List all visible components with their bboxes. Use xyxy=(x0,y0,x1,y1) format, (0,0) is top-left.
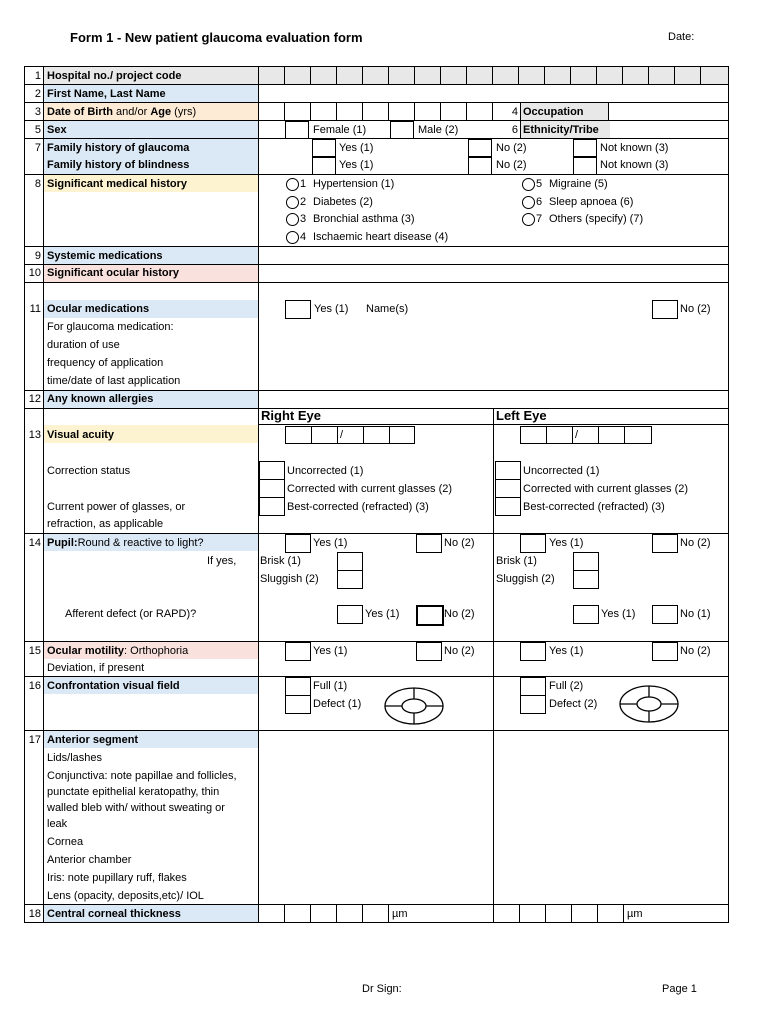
re-uncorrected-checkbox[interactable] xyxy=(259,461,285,480)
re-pupil-no-checkbox[interactable] xyxy=(416,534,442,553)
yes-label: Yes (1) xyxy=(549,537,584,549)
no-label: No (2) xyxy=(680,645,711,657)
le-field-full-checkbox[interactable] xyxy=(520,677,546,696)
yes-label: Yes (1) xyxy=(549,645,584,657)
no-label: No (1) xyxy=(680,608,711,620)
medhx-diabetes-radio[interactable] xyxy=(286,196,299,209)
anterior-sub: punctate epithelial keratopathy, thin xyxy=(47,786,220,798)
le-sluggish-checkbox[interactable] xyxy=(573,570,599,589)
full-label: Full (2) xyxy=(549,680,584,692)
medhx-item: Diabetes (2) xyxy=(313,196,373,208)
medhx-migraine-radio[interactable] xyxy=(522,178,535,191)
not-known-label: Not known (3) xyxy=(600,159,669,171)
defect-label: Defect (2) xyxy=(549,698,598,710)
systemic-medications-label: Systemic medications xyxy=(47,250,163,262)
anterior-segment-label: Anterior segment xyxy=(47,734,139,746)
le-motility-yes-checkbox[interactable] xyxy=(520,642,546,661)
row-number: 10 xyxy=(28,267,41,279)
medhx-item: Ischaemic heart disease (4) xyxy=(313,231,449,243)
hospital-no-label: Hospital no./ project code xyxy=(47,70,182,82)
row-number: 16 xyxy=(28,680,41,692)
row-number: 17 xyxy=(28,734,41,746)
fam-blindness-yes-checkbox[interactable] xyxy=(312,157,336,175)
yes-label: Yes (1) xyxy=(339,142,374,154)
sex-female-label: Female (1) xyxy=(313,124,367,136)
date-label: Date: xyxy=(668,31,695,43)
ocular-med-sub: For glaucoma medication: xyxy=(47,321,174,333)
le-corrected-checkbox[interactable] xyxy=(495,479,521,498)
anterior-sub: walled bleb with/ without sweating or xyxy=(47,802,225,814)
medhx-others-radio[interactable] xyxy=(522,213,535,226)
visual-field-diagram-icon[interactable] xyxy=(383,686,445,726)
correction-option: Corrected with current glasses (2) xyxy=(523,483,689,495)
medhx-num: 3 xyxy=(300,213,307,225)
medhx-num: 6 xyxy=(536,196,543,208)
yes-label: Yes (1) xyxy=(313,645,348,657)
medhx-apnoea-radio[interactable] xyxy=(522,196,535,209)
fam-glaucoma-nk-checkbox[interactable] xyxy=(573,139,597,157)
medhx-item: Others (specify) (7) xyxy=(549,213,644,225)
visual-acuity-label: Visual acuity xyxy=(47,429,115,441)
le-brisk-checkbox[interactable] xyxy=(573,552,599,571)
not-known-label: Not known (3) xyxy=(600,142,669,154)
yes-label: Yes (1) xyxy=(601,608,636,620)
medhx-ihd-radio[interactable] xyxy=(286,231,299,244)
row-number: 18 xyxy=(28,908,41,920)
medhx-num: 2 xyxy=(300,196,307,208)
fam-glaucoma-yes-checkbox[interactable] xyxy=(312,139,336,157)
row-number: 8 xyxy=(34,178,41,190)
row-number: 5 xyxy=(34,124,41,136)
medhx-num: 4 xyxy=(300,231,307,243)
re-corrected-checkbox[interactable] xyxy=(259,479,285,498)
row-number: 1 xyxy=(34,70,41,82)
re-pupil-yes-checkbox[interactable] xyxy=(285,534,311,553)
names-label: Name(s) xyxy=(366,303,409,315)
row-number: 13 xyxy=(28,429,41,441)
le-rapd-yes-checkbox[interactable] xyxy=(573,605,599,624)
ocular-med-sub: time/date of last application xyxy=(47,375,181,387)
medhx-item: Sleep apnoea (6) xyxy=(549,196,634,208)
no-label: No (2) xyxy=(444,608,475,620)
re-best-corrected-checkbox[interactable] xyxy=(259,497,285,516)
row-number: 15 xyxy=(28,645,41,657)
anterior-sub: Lids/lashes xyxy=(47,752,103,764)
re-field-defect-checkbox[interactable] xyxy=(285,695,311,714)
brisk-label: Brisk (1) xyxy=(260,555,301,567)
anterior-sub: Cornea xyxy=(47,836,84,848)
correction-option: Best-corrected (refracted) (3) xyxy=(287,501,429,513)
le-field-defect-checkbox[interactable] xyxy=(520,695,546,714)
family-blindness-label: Family history of blindness xyxy=(47,159,190,171)
medhx-num: 1 xyxy=(300,178,307,190)
medhx-asthma-radio[interactable] xyxy=(286,213,299,226)
no-label: No (2) xyxy=(444,537,475,549)
medhx-hypertension-radio[interactable] xyxy=(286,178,299,191)
visual-field-diagram-icon[interactable] xyxy=(618,684,680,724)
re-rapd-no-checkbox[interactable] xyxy=(416,605,444,626)
fam-blindness-no-checkbox[interactable] xyxy=(468,157,492,175)
correction-option: Uncorrected (1) xyxy=(523,465,600,477)
row-number: 11 xyxy=(29,303,41,315)
le-rapd-no-checkbox[interactable] xyxy=(652,605,678,624)
fam-glaucoma-no-checkbox[interactable] xyxy=(468,139,492,157)
anterior-sub: Anterior chamber xyxy=(47,854,132,866)
occupation-label: Occupation xyxy=(523,106,584,118)
name-label: First Name, Last Name xyxy=(47,88,166,100)
ocular-med-no-checkbox[interactable] xyxy=(652,300,678,319)
row-number: 2 xyxy=(34,88,41,100)
sex-female-checkbox[interactable] xyxy=(285,121,309,139)
re-sluggish-checkbox[interactable] xyxy=(337,570,363,589)
re-motility-no-checkbox[interactable] xyxy=(416,642,442,661)
medical-history-label: Significant medical history xyxy=(47,178,187,190)
ocular-history-label: Significant ocular history xyxy=(47,267,180,279)
no-label: No (2) xyxy=(444,645,475,657)
yes-label: Yes (1) xyxy=(365,608,400,620)
ocular-med-sub: frequency of application xyxy=(47,357,164,369)
doctor-sign-label: Dr Sign: xyxy=(362,983,402,995)
correction-status-label: Correction status xyxy=(47,465,131,477)
row-number: 3 xyxy=(34,106,41,118)
yes-label: Yes (1) xyxy=(313,537,348,549)
ethnicity-label: Ethnicity/Tribe xyxy=(523,124,599,136)
visual-field-label: Confrontation visual field xyxy=(47,680,180,692)
row-number: 4 xyxy=(511,106,518,118)
medhx-num: 5 xyxy=(536,178,543,190)
correction-option: Best-corrected (refracted) (3) xyxy=(523,501,665,513)
anterior-sub: leak xyxy=(47,818,68,830)
le-pupil-no-checkbox[interactable] xyxy=(652,534,678,553)
no-label: No (2) xyxy=(496,142,527,154)
re-rapd-yes-checkbox[interactable] xyxy=(337,605,363,624)
sex-male-checkbox[interactable] xyxy=(390,121,414,139)
row-number: 9 xyxy=(34,250,41,262)
allergies-label: Any known allergies xyxy=(47,393,154,405)
full-label: Full (1) xyxy=(313,680,348,692)
correction-option: Uncorrected (1) xyxy=(287,465,364,477)
va-slash: / xyxy=(340,429,344,441)
cct-unit: µm xyxy=(392,908,408,920)
cct-unit: µm xyxy=(627,908,643,920)
row-number: 12 xyxy=(28,393,41,405)
anterior-sub: Iris: note pupillary ruff, flakes xyxy=(47,872,187,884)
le-pupil-yes-checkbox[interactable] xyxy=(520,534,546,553)
le-uncorrected-checkbox[interactable] xyxy=(495,461,521,480)
fam-blindness-nk-checkbox[interactable] xyxy=(573,157,597,175)
right-eye-header: Right Eye xyxy=(261,408,321,423)
brisk-label: Brisk (1) xyxy=(496,555,537,567)
yes-label: Yes (1) xyxy=(339,159,374,171)
medhx-item: Migraine (5) xyxy=(549,178,608,190)
power-label: refraction, as applicable xyxy=(47,518,164,530)
row-number: 14 xyxy=(28,537,41,549)
anterior-sub: Lens (opacity, deposits,etc)/ IOL xyxy=(47,890,204,902)
medhx-item: Bronchial asthma (3) xyxy=(313,213,415,225)
page-title: Form 1 - New patient glaucoma evaluation form xyxy=(70,30,363,45)
row-number: 6 xyxy=(511,124,518,136)
afferent-defect-label: Afferent defect (or RAPD)? xyxy=(65,608,197,620)
if-yes-label: If yes, xyxy=(207,555,237,567)
ocular-med-yes-checkbox[interactable] xyxy=(285,300,311,319)
sex-label: Sex xyxy=(47,124,67,136)
left-eye-header: Left Eye xyxy=(496,408,547,423)
deviation-label: Deviation, if present xyxy=(47,662,145,674)
medhx-item: Hypertension (1) xyxy=(313,178,395,190)
pupil-label: Pupil:Round & reactive to light? xyxy=(47,537,204,549)
ocular-motility-label: Ocular motility: Orthophoria xyxy=(47,645,189,657)
page-number: Page 1 xyxy=(662,983,697,995)
no-label: No (2) xyxy=(680,537,711,549)
row-number: 7 xyxy=(34,142,41,154)
no-label: No (2) xyxy=(680,303,711,315)
sluggish-label: Sluggish (2) xyxy=(496,573,555,585)
cct-label: Central corneal thickness xyxy=(47,908,181,920)
re-motility-yes-checkbox[interactable] xyxy=(285,642,311,661)
no-label: No (2) xyxy=(496,159,527,171)
family-glaucoma-label: Family history of glaucoma xyxy=(47,142,190,154)
ocular-medications-label: Ocular medications xyxy=(47,303,150,315)
defect-label: Defect (1) xyxy=(313,698,362,710)
re-field-full-checkbox[interactable] xyxy=(285,677,311,696)
anterior-sub: Conjunctiva: note papillae and follicles, xyxy=(47,770,237,782)
power-label: Current power of glasses, or xyxy=(47,501,186,513)
re-brisk-checkbox[interactable] xyxy=(337,552,363,571)
correction-option: Corrected with current glasses (2) xyxy=(287,483,453,495)
sex-male-label: Male (2) xyxy=(418,124,459,136)
ocular-med-sub: duration of use xyxy=(47,339,120,351)
sluggish-label: Sluggish (2) xyxy=(260,573,319,585)
dob-label: Date of Birth and/or Age (yrs) xyxy=(47,106,197,118)
le-motility-no-checkbox[interactable] xyxy=(652,642,678,661)
yes-label: Yes (1) xyxy=(314,303,349,315)
va-slash: / xyxy=(575,429,579,441)
medhx-num: 7 xyxy=(536,213,543,225)
le-best-corrected-checkbox[interactable] xyxy=(495,497,521,516)
